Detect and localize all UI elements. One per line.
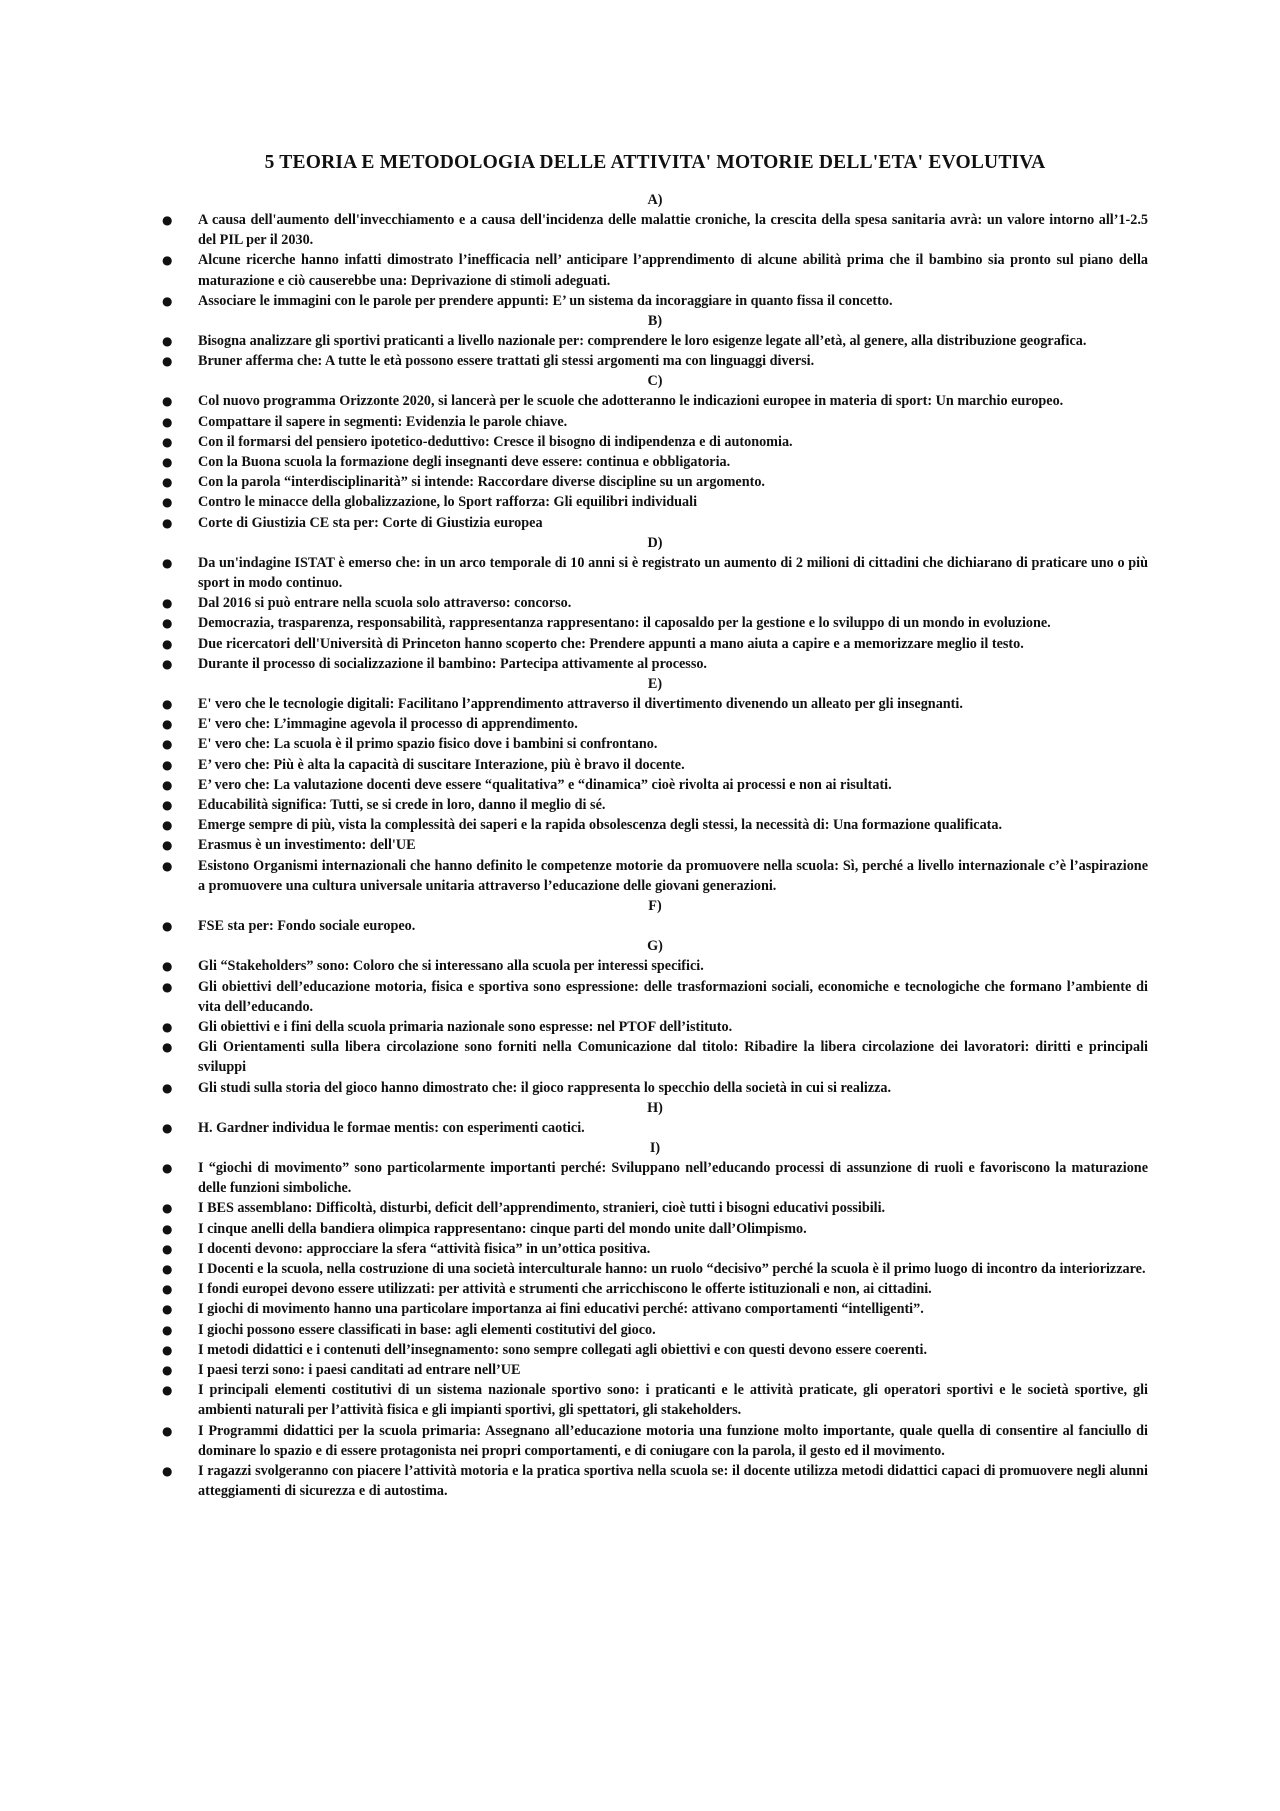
- list-item-text: Da un'indagine ISTAT è emerso che: in un arco temporale di 10 anni si è registrato un aumento di 2 milioni di cittadini che dichiarano di praticare uno o più sport in modo continuo.: [198, 554, 1148, 592]
- section-list: [162, 956, 1148, 1097]
- list-item-text: I ragazzi svolgeranno con piacere l’attività motoria e la pratica sportiva nella scuola se: il docente utilizza metodi didattici capaci di promuovere negli alunni atteggiamenti di sicurezza e di autostima.: [198, 1462, 1148, 1500]
- list-item-text: Esistono Organismi internazionali che hanno definito le competenze motorie da promuovere nella scuola: Sì, perché a livello internazionale c’è l’aspirazione a promuovere una cultura universale unitaria attraverso l’educazione delle giovani generazioni.: [198, 857, 1148, 894]
- list-item-text: E' vero che le tecnologie digitali: Facilitano l’apprendimento attraverso il divertimento divenendo un alleato per gli insegnanti.: [198, 696, 963, 713]
- list-item-text: I Programmi didattici per la scuola primaria: Assegnano all’educazione motoria una funzione molto importante, quale quella di consentire al fanciullo di dominare lo spazio e di essere protagonista nei propri comportamenti, e di coniugare con la parola, il gesto ed il movimento.: [198, 1422, 1148, 1459]
- list-item: [162, 1360, 1148, 1380]
- list-item: [162, 1259, 1148, 1279]
- bullet-icon: ●: [162, 959, 173, 974]
- list-item: [162, 714, 1148, 734]
- bullet-icon: ●: [162, 1342, 173, 1357]
- bullet-icon: ●: [162, 293, 173, 308]
- bullet-icon: ●: [162, 1241, 173, 1256]
- section-list: [162, 916, 1148, 936]
- list-item-text: I “giochi di movimento” sono particolarmente importanti perché: Sviluppano nell’educando processi di assunzione di ruoli e favoriscono la maturazione delle funzioni simboliche.: [198, 1159, 1148, 1197]
- list-item: [162, 1017, 1148, 1037]
- list-item-text: E’ vero che: Più è alta la capacità di suscitare Interazione, più è bravo il docente.: [198, 756, 685, 773]
- list-item: [162, 593, 1148, 613]
- section-letter: A): [647, 192, 663, 208]
- list-item-text: Gli “Stakeholders” sono: Coloro che si interessano alla scuola per interessi specifici.: [198, 958, 704, 975]
- bullet-icon: ●: [162, 414, 173, 429]
- list-item-text: I principali elementi costitutivi di un sistema nazionale sportivo sono: i praticanti e le attività praticate, gli operatori sportivi e le società sportive, gli ambienti naturali per l’attività fisica e gli impianti sportivi, gli spettatori, gli stakeholders.: [198, 1382, 1148, 1419]
- bullet-icon: ●: [162, 858, 173, 873]
- section-letter: I): [649, 1139, 661, 1156]
- list-item-text: H. Gardner individua le formae mentis: con esperimenti caotici.: [198, 1119, 585, 1136]
- bullet-icon: ●: [162, 596, 173, 611]
- list-item: [162, 553, 1148, 593]
- bullet-icon: ●: [162, 1383, 173, 1398]
- section-list: [162, 1118, 1148, 1138]
- list-item-text: FSE sta per: Fondo sociale europeo.: [198, 918, 416, 935]
- bullet-icon: ●: [162, 717, 173, 732]
- list-item-text: E’ vero che: La valutazione docenti deve essere “qualitativa” e “dinamica” cioè rivolta ai processi e non ai risultati.: [198, 776, 892, 793]
- bullet-icon: ●: [162, 455, 173, 470]
- list-item: [162, 755, 1148, 775]
- bullet-icon: ●: [162, 495, 173, 510]
- bullet-icon: ●: [162, 1322, 173, 1337]
- list-item-text: Gli obiettivi dell’educazione motoria, fisica e sportiva sono espressione: delle trasformazioni sociali, economiche e tecnologiche che formano l’ambiente di vita dell’educando.: [198, 978, 1148, 1015]
- list-item-text: I docenti devono: approcciare la sfera “attività fisica” in un’ottica positiva.: [198, 1240, 651, 1257]
- bullet-icon: ●: [162, 1261, 173, 1276]
- list-item-text: I Docenti e la scuola, nella costruzione di una società interculturale hanno: un ruolo “decisivo” perché la scuola è il primo luogo di incontro da interiorizzare.: [198, 1260, 1146, 1277]
- list-item: [162, 654, 1148, 674]
- list-item: [162, 1320, 1148, 1340]
- list-item-text: Contro le minacce della globalizzazione, lo Sport rafforza: Gli equilibri individuali: [198, 494, 698, 511]
- section-letter: C): [647, 373, 663, 390]
- bullet-icon: ●: [162, 334, 173, 349]
- section-letter: E): [647, 676, 663, 693]
- list-item: [162, 613, 1148, 633]
- bullet-icon: ●: [162, 636, 173, 651]
- section-letter: B): [647, 313, 663, 330]
- list-item-text: Con il formarsi del pensiero ipotetico-deduttivo: Cresce il bisogno di indipendenza e di autonomia.: [198, 433, 793, 450]
- document-title: 5 TEORIA E METODOLOGIA DELLE ATTIVITA' MOTORIE DELL'ETA' EVOLUTIVA: [264, 152, 1046, 173]
- bullet-icon: ●: [162, 555, 173, 570]
- list-item-text: I metodi didattici e i contenuti dell’insegnamento: sono sempre collegati agli obiettivi e con questi devono essere coerenti.: [198, 1341, 928, 1358]
- list-item: [162, 856, 1148, 896]
- list-item: [162, 1299, 1148, 1319]
- section-list: [162, 391, 1148, 532]
- list-item-text: Gli obiettivi e i fini della scuola primaria nazionale sono espresse: nel PTOF dell’istituto.: [198, 1018, 733, 1035]
- list-item-text: Con la Buona scuola la formazione degli insegnanti deve essere: continua e obbligatoria.: [198, 454, 731, 471]
- bullet-icon: ●: [162, 1201, 173, 1216]
- bullet-icon: ●: [162, 515, 173, 530]
- list-item: [162, 1421, 1148, 1461]
- list-item: [162, 1461, 1148, 1501]
- bullet-icon: ●: [162, 253, 173, 268]
- list-item: [162, 391, 1148, 411]
- list-item: [162, 1198, 1148, 1218]
- bullet-icon: ●: [162, 737, 173, 752]
- bullet-icon: ●: [162, 394, 173, 409]
- list-item-text: I fondi europei devono essere utilizzati: per attività e strumenti che arricchiscono le offerte istituzionali e non, ai cittadini.: [198, 1281, 932, 1298]
- list-item: [162, 513, 1148, 533]
- list-item-text: Democrazia, trasparenza, responsabilità, rappresentanza rappresentano: il caposaldo per la gestione e lo sviluppo di un mondo in evoluzione.: [198, 615, 1051, 632]
- section-letter: D): [647, 534, 663, 551]
- list-item-text: Erasmus è un investimento: dell'UE: [198, 837, 416, 854]
- bullet-icon: ●: [162, 1120, 173, 1135]
- section-list: [162, 210, 1148, 311]
- list-item-text: E' vero che: L’immagine agevola il processo di apprendimento.: [198, 716, 578, 733]
- list-item: [162, 977, 1148, 1017]
- list-item: [162, 956, 1148, 976]
- list-item: [162, 250, 1148, 290]
- list-item-text: A causa dell'aumento dell'invecchiamento e a causa dell'incidenza delle malattie croniche, la crescita della spesa sanitaria avrà: un valore intorno all’1-2.5 del PIL per il 2030.: [198, 212, 1148, 249]
- section-letter: F): [648, 898, 662, 915]
- bullet-icon: ●: [162, 213, 173, 227]
- list-item: [162, 291, 1148, 311]
- bullet-icon: ●: [162, 1160, 173, 1175]
- bullet-icon: ●: [162, 616, 173, 631]
- list-item: [162, 1118, 1148, 1138]
- list-item-text: Gli studi sulla storia del gioco hanno dimostrato che: il gioco rappresenta lo specchio della società in cui si realizza.: [198, 1079, 892, 1096]
- bullet-icon: ●: [162, 1463, 173, 1478]
- list-item-text: E' vero che: La scuola è il primo spazio fisico dove i bambini si confrontano.: [198, 736, 658, 753]
- list-item-text: Due ricercatori dell'Università di Princeton hanno scoperto che: Prendere appunti a mano aiuta a capire e a memorizzare meglio il testo.: [198, 635, 1024, 652]
- list-item: [162, 412, 1148, 432]
- list-item: [162, 1340, 1148, 1360]
- list-item: [162, 815, 1148, 835]
- list-item: [162, 1078, 1148, 1098]
- list-item-text: I cinque anelli della bandiera olimpica rappresentano: cinque parti del mondo unite dall’Olimpismo.: [198, 1220, 807, 1237]
- list-item: [162, 351, 1148, 371]
- bullet-icon: ●: [162, 1221, 173, 1236]
- list-item: [162, 734, 1148, 754]
- bullet-icon: ●: [162, 757, 173, 772]
- bullet-icon: ●: [162, 1080, 173, 1095]
- list-item: [162, 331, 1148, 351]
- bullet-icon: ●: [162, 697, 173, 712]
- bullet-icon: ●: [162, 656, 173, 671]
- list-item: [162, 835, 1148, 855]
- list-item-text: Corte di Giustizia CE sta per: Corte di Giustizia europea: [198, 514, 543, 531]
- list-item: [162, 210, 1148, 250]
- list-item-text: I BES assemblano: Difficoltà, disturbi, deficit dell’apprendimento, stranieri, cioè tutti i bisogni educativi possibili.: [198, 1200, 886, 1217]
- list-item-text: I paesi terzi sono: i paesi canditati ad entrare nell’UE: [198, 1361, 521, 1378]
- list-item-text: Educabilità significa: Tutti, se si crede in loro, danno il meglio di sé.: [198, 797, 606, 814]
- list-item: [162, 1380, 1148, 1420]
- section-list: [162, 1158, 1148, 1501]
- list-item-text: Bisogna analizzare gli sportivi praticanti a livello nazionale per: comprendere le loro esigenze legate all’età, al genere, alla distribuzione geografica.: [198, 333, 1087, 350]
- list-item-text: Compattare il sapere in segmenti: Evidenzia le parole chiave.: [198, 413, 568, 430]
- list-item: [162, 775, 1148, 795]
- list-item-text: Alcune ricerche hanno infatti dimostrato l’inefficacia nell’ anticipare l’apprendimento di alcune abilità prima che il bambino sia pronto sul piano della maturazione e ciò causerebbe una: Deprivazione di stimoli adeguati.: [198, 252, 1148, 289]
- document-content: [162, 190, 1148, 1501]
- list-item: [162, 1219, 1148, 1239]
- bullet-icon: ●: [162, 919, 173, 934]
- list-item: [162, 1239, 1148, 1259]
- list-item-text: Emerge sempre di più, vista la complessità dei saperi e la rapida obsolescenza degli stessi, la necessità di: Una formazione qualificata.: [198, 817, 1003, 834]
- bullet-icon: ●: [162, 1019, 173, 1034]
- list-item: [162, 492, 1148, 512]
- bullet-icon: ●: [162, 777, 173, 792]
- list-item-text: I giochi di movimento hanno una particolare importanza ai fini educativi perché: attivano comportamenti “intelligenti”.: [198, 1301, 924, 1318]
- bullet-icon: ●: [162, 354, 173, 369]
- list-item: [162, 472, 1148, 492]
- list-item-text: Associare le immagini con le parole per prendere appunti: E’ un sistema da incoraggiare in quanto fissa il concetto.: [198, 292, 893, 309]
- bullet-icon: ●: [162, 1282, 173, 1297]
- list-item-text: Durante il processo di socializzazione il bambino: Partecipa attivamente al processo.: [198, 655, 707, 672]
- section-letter: H): [647, 1099, 663, 1116]
- list-item: [162, 795, 1148, 815]
- list-item: [162, 432, 1148, 452]
- bullet-icon: ●: [162, 798, 173, 813]
- bullet-icon: ●: [162, 1423, 173, 1438]
- section-letter: G): [647, 938, 663, 955]
- list-item-text: Col nuovo programma Orizzonte 2020, si lancerà per le scuole che adotteranno le indicazioni europee in materia di sport: Un marchio europeo.: [198, 393, 1064, 410]
- bullet-icon: ●: [162, 838, 173, 853]
- list-item-text: Gli Orientamenti sulla libera circolazione sono forniti nella Comunicazione dal titolo: Ribadire la libera circolazione dei lavoratori: diritti e principali sviluppi: [198, 1039, 1148, 1076]
- bullet-icon: ●: [162, 1362, 173, 1377]
- list-item-text: I giochi possono essere classificati in base: agli elementi costitutivi del gioco.: [198, 1321, 656, 1338]
- list-item: [162, 694, 1148, 714]
- bullet-icon: ●: [162, 818, 173, 833]
- section-list: [162, 694, 1148, 896]
- bullet-icon: ●: [162, 979, 173, 994]
- bullet-icon: ●: [162, 1302, 173, 1317]
- section-list: [162, 331, 1148, 371]
- list-item: [162, 452, 1148, 472]
- bullet-icon: ●: [162, 434, 173, 449]
- section-list: [162, 553, 1148, 674]
- bullet-icon: ●: [162, 475, 173, 490]
- list-item-text: Bruner afferma che: A tutte le età possono essere trattati gli stessi argomenti ma con linguaggi diversi.: [198, 353, 815, 370]
- list-item: [162, 1279, 1148, 1299]
- list-item-text: Con la parola “interdisciplinarità” si intende: Raccordare diverse discipline su un argomento.: [198, 474, 765, 491]
- list-item: [162, 916, 1148, 936]
- list-item: [162, 1158, 1148, 1198]
- list-item-text: Dal 2016 si può entrare nella scuola solo attraverso: concorso.: [198, 595, 572, 612]
- list-item: [162, 1037, 1148, 1077]
- bullet-icon: ●: [162, 1040, 173, 1055]
- list-item: [162, 634, 1148, 654]
